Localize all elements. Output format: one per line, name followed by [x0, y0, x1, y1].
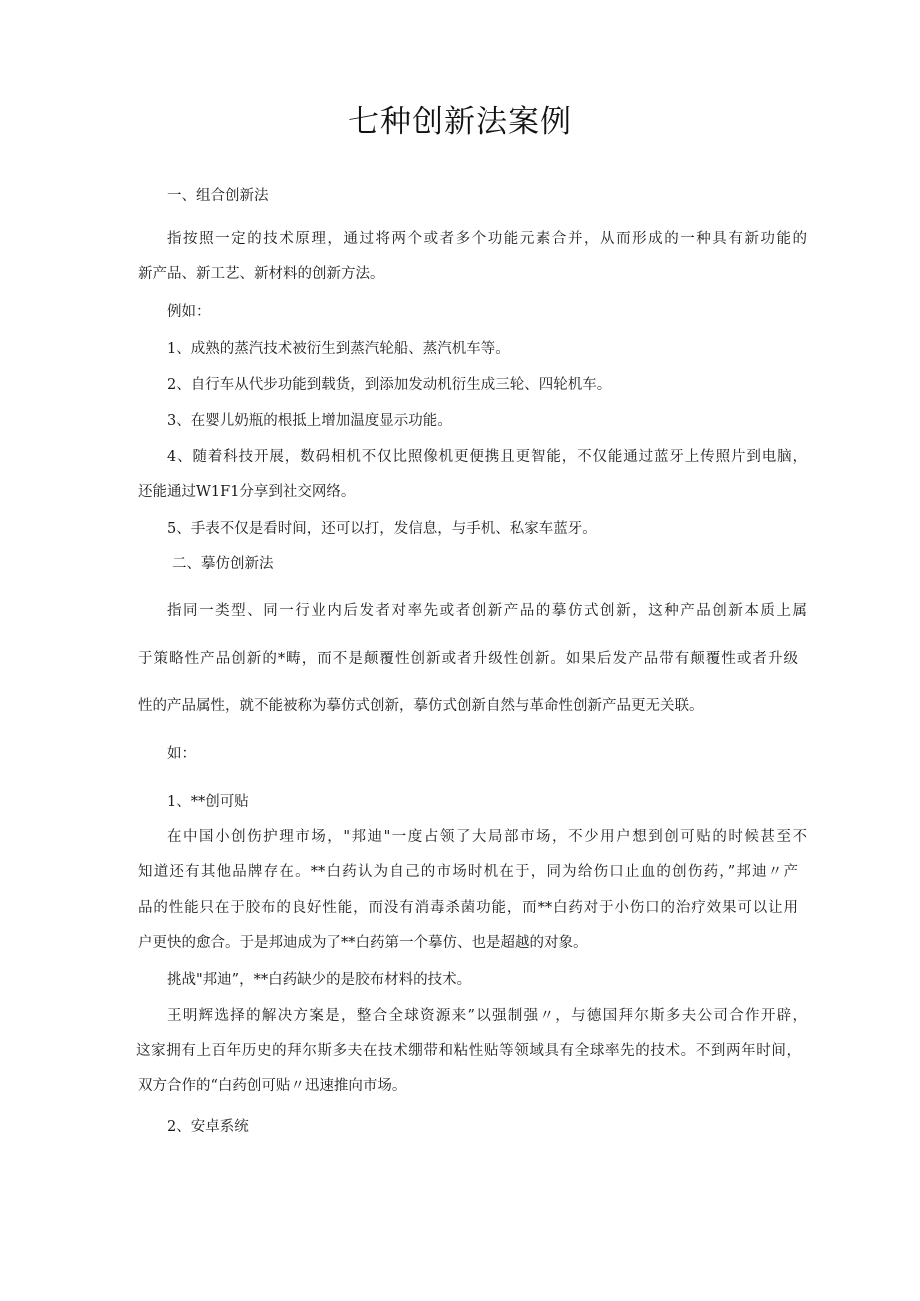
paragraph-line: 挑战"邦迪”，**白药缺少的是胶布材料的技术。: [167, 972, 472, 988]
list-item: 4、随着科技开展，数码相机不仅比照像机更便携且更智能，不仅能通过蓝牙上传照片到电脑，: [167, 449, 807, 465]
paragraph-line: 指按照一定的技术原理，通过将两个或者多个功能元素合并，从而形成的一种具有新功能的: [167, 231, 807, 247]
paragraph-line: 新产品、新工艺、新材料的创新方法。: [138, 266, 385, 282]
heading-combination-method: 一、组合创新法: [167, 188, 269, 204]
case-heading: 1、**创可贴: [167, 794, 249, 810]
paragraph-line: 在中国小创伤护理市场，"邦迪"一度占领了大局部市场，不少用户想到创可贴的时候甚至不: [167, 829, 807, 845]
case-heading: 2、安卓系统: [167, 1119, 249, 1135]
paragraph-line: 品的性能只在于胶布的良好性能，而没有消毒杀菌功能，而**白药对于小伤口的治疗效果可以让用: [138, 900, 798, 916]
list-item: 1、成熟的蒸汽技术被衍生到蒸汽轮船、蒸汽机车等。: [167, 341, 510, 357]
heading-imitation-method: 二、摹仿创新法: [172, 556, 274, 572]
list-item: 2、自行车从代步功能到载货，到添加发动机衍生成三轮、四轮机车。: [167, 377, 612, 393]
paragraph-line: 双方合作的“白药创可贴〃迅速推向市场。: [138, 1078, 407, 1094]
paragraph-line: 这家拥有上百年历史的拜尔斯多夫在技术绷带和粘性贴等领域具有全球率先的技术。不到两年时间，: [136, 1043, 801, 1059]
paragraph-line: 性的产品属性，就不能被称为摹仿式创新，摹仿式创新自然与革命性创新产品更无关联。: [138, 698, 704, 714]
list-item-continuation: 还能通过W1F1分享到社交网络。: [138, 484, 356, 500]
paragraph-line: 知道还有其他品牌存在。**白药认为自己的市场时机在于，同为给伤口止血的创伤药，”邦迪〃产: [138, 864, 798, 880]
list-item: 3、在婴儿奶瓶的根抵上增加温度显示功能。: [167, 413, 452, 429]
list-item: 5、手表不仅是看时间，还可以打，发信息，与手机、私家车蓝牙。: [167, 521, 597, 537]
example-label: 例如：: [167, 304, 211, 320]
paragraph-line: 户更快的愈合。于是邦迪成为了**白药第一个摹仿、也是超越的对象。: [138, 935, 588, 951]
paragraph-line: 王明辉选择的解决方案是，整合全球资源来”以强制强〃，与德国拜尔斯多夫公司合作开辟，: [167, 1008, 807, 1024]
paragraph-line: 于策略性产品创新的*畴，而不是颠覆性创新或者升级性创新。如果后发产品带有颠覆性或者升级: [138, 651, 798, 667]
example-label: 如：: [167, 746, 196, 762]
paragraph-line: 指同一类型、同一行业内后发者对率先或者创新产品的摹仿式创新，这种产品创新本质上属: [167, 603, 807, 619]
page-title: 七种创新法案例: [348, 104, 572, 140]
